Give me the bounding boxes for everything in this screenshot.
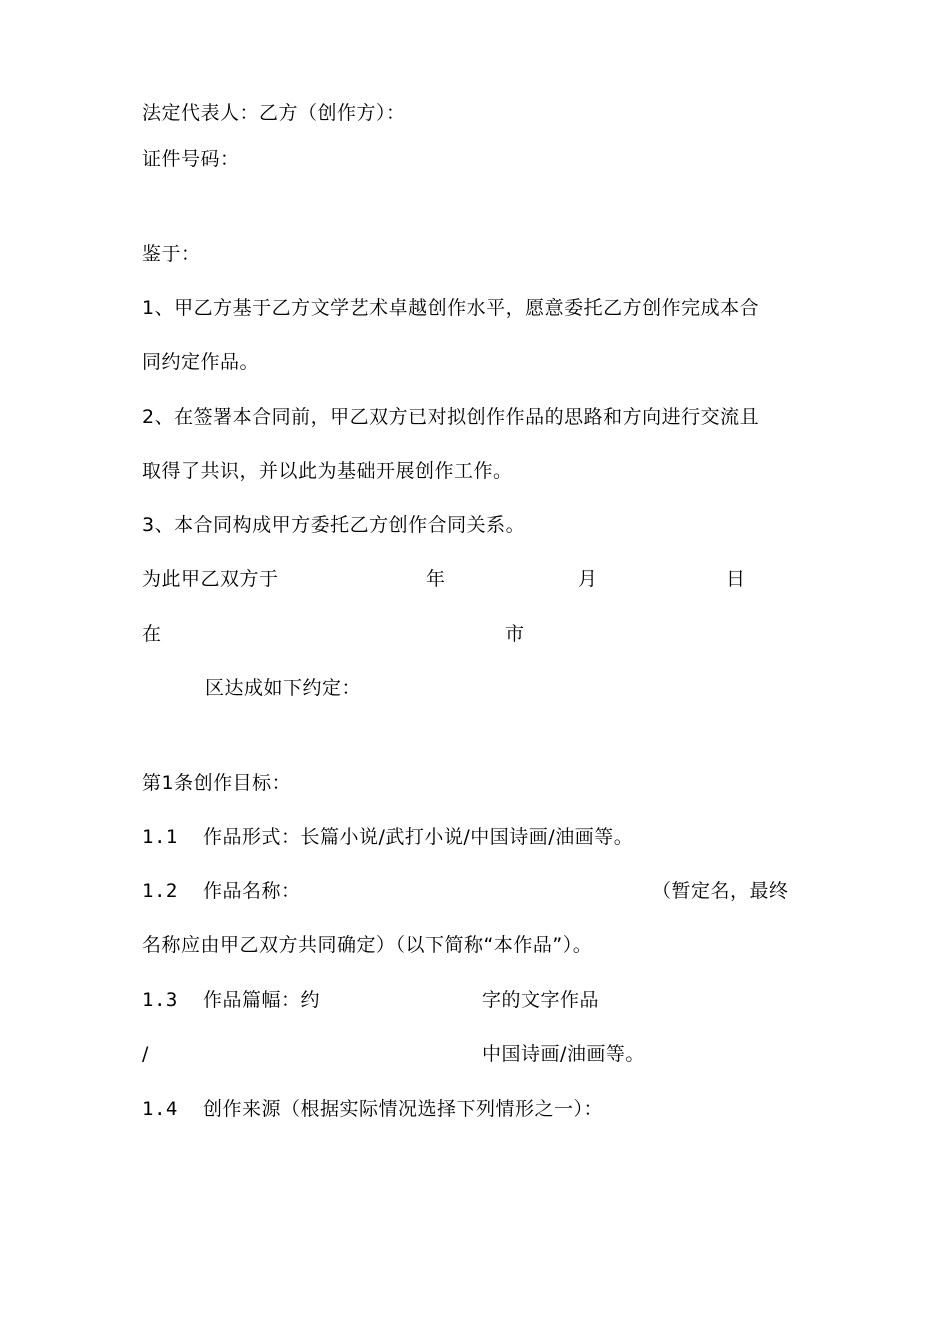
whereas-item-1-line-2: 同约定作品。 — [142, 351, 260, 373]
clause-1-2-line-2: 名称应由甲乙双方共同确定）（以下简称“本作品”）。 — [142, 934, 593, 956]
clause-1-2-tail: （暂定名，最终 — [652, 880, 789, 902]
agreement-date-prefix: 为此甲乙双方于 — [142, 568, 279, 590]
clause-1-4-text: 创作来源（根据实际情况选择下列情形之一）： — [203, 1098, 604, 1120]
clause-1-3-number: 1.3 — [142, 989, 178, 1011]
id-number-line: 证件号码： — [142, 148, 240, 170]
agreement-month-label: 月 — [578, 568, 598, 590]
clause-1-3-slash: / — [142, 1043, 149, 1065]
whereas-heading: 鉴于： — [142, 243, 201, 265]
agreement-year-label: 年 — [426, 568, 446, 590]
whereas-item-3: 3、本合同构成甲方委托乙方创作合同关系。 — [142, 514, 526, 536]
agreement-district-line: 区达成如下约定： — [205, 677, 362, 699]
agreement-day-label: 日 — [726, 568, 746, 590]
legal-representative-line: 法定代表人：乙方（创作方）： — [142, 102, 406, 124]
clause-1-1-number: 1.1 — [142, 826, 178, 848]
clause-1-4-number: 1.4 — [142, 1098, 178, 1120]
clause-1-3-text: 作品篇幅：约 — [203, 989, 321, 1011]
clause-1-2-number: 1.2 — [142, 880, 178, 902]
whereas-item-2-line-2: 取得了共识，并以此为基础开展创作工作。 — [142, 460, 513, 482]
whereas-item-1-line-1: 1、甲乙方基于乙方文学艺术卓越创作水平，愿意委托乙方创作完成本合 — [142, 297, 760, 319]
clause-1-3-tail: 字的文字作品 — [482, 989, 600, 1011]
clause-1-2-text: 作品名称： — [203, 880, 301, 902]
clause-1-3-line-2-tail: 中国诗画/油画等。 — [482, 1043, 645, 1065]
whereas-item-2-line-1: 2、在签署本合同前，甲乙双方已对拟创作作品的思路和方向进行交流且 — [142, 406, 760, 428]
agreement-city-label: 市 — [505, 623, 525, 645]
article-1-title: 第1条创作目标： — [142, 772, 292, 794]
clause-1-1-text: 作品形式：长篇小说/武打小说/中国诗画/油画等。 — [203, 826, 634, 848]
agreement-location-at: 在 — [142, 623, 162, 645]
